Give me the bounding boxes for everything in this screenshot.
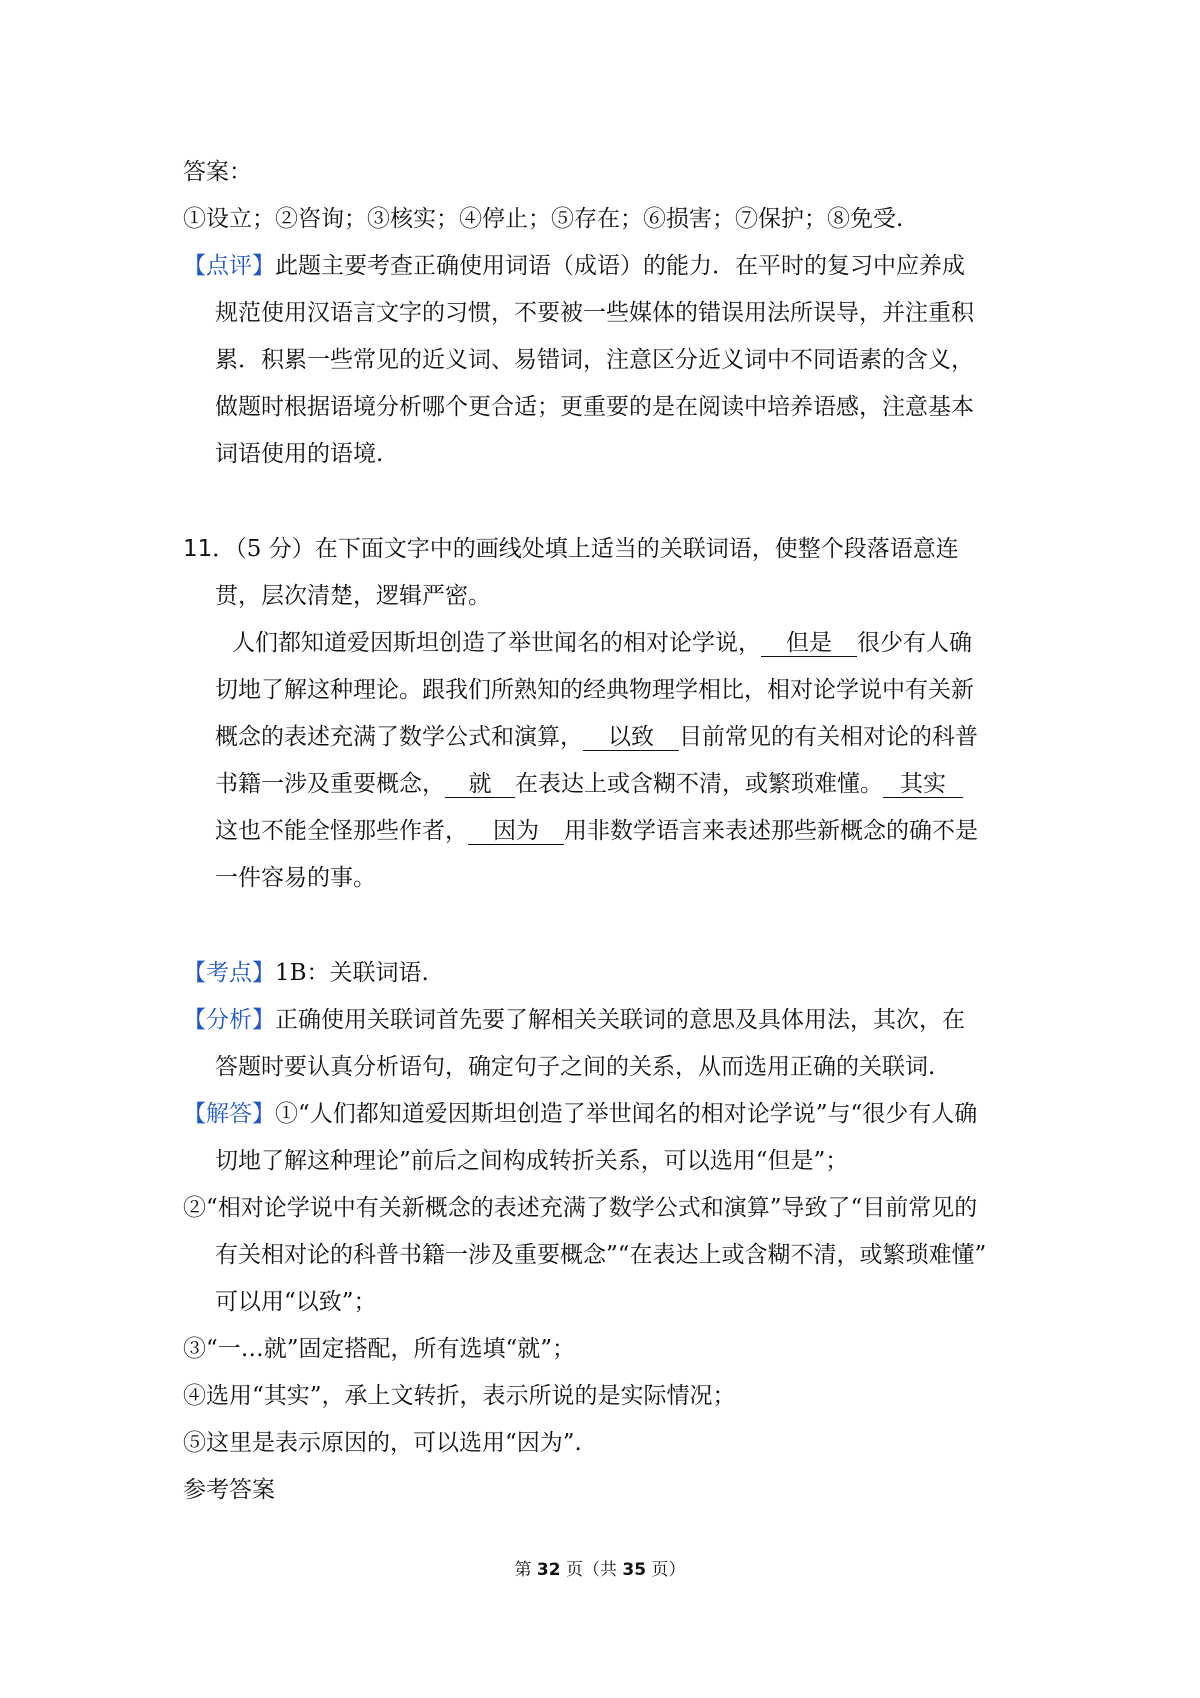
jieda-line-2: 切地了解这种理论”前后之间构成转折关系，可以选用“但是”；: [215, 1148, 849, 1174]
jieda-line-1: [183, 1099, 1200, 1129]
item-2-line-1: ②“相对论学说中有关新概念的表述充满了数学公式和演算”导致了“目前常见的: [183, 1195, 978, 1221]
page-number: 32: [536, 1560, 561, 1580]
passage-line-5: [215, 816, 1200, 846]
comment-tag: 【点评】: [183, 253, 275, 279]
question-stem-line-1: [183, 534, 1200, 564]
item-2-line-3: 可以用“以致”；: [215, 1289, 377, 1315]
answer-title: 答案：: [183, 159, 252, 185]
passage-text: 这也不能全怪那些作者，: [215, 818, 468, 844]
item-4: ④选用“其实”，承上文转折，表示所说的是实际情况；: [183, 1383, 736, 1409]
fenxi-tag: 【分析】: [183, 1007, 275, 1033]
question-number: 11．: [183, 536, 236, 562]
blank-1: 但是: [761, 630, 857, 657]
passage-text: 概念的表述充满了数学公式和演算，: [215, 724, 583, 750]
kaodian-line: [183, 958, 1200, 988]
jieda-tag: 【解答】: [183, 1101, 275, 1127]
fenxi-line-1: [183, 1005, 1200, 1035]
item-5: ⑤这里是表示原因的，可以选用“因为”.: [183, 1430, 582, 1456]
fenxi-line-2: 答题时要认真分析语句，确定句子之间的关系，从而选用正确的关联词.: [215, 1054, 936, 1080]
passage-text: 书籍一涉及重要概念，: [215, 771, 445, 797]
comment-line-2: 规范使用汉语言文字的习惯，不要被一些媒体的错误用法所误导，并注重积: [215, 300, 974, 326]
item-3: ③“一…就”固定搭配，所有选填“就”；: [183, 1336, 576, 1362]
passage-text: 目前常见的有关相对论的科普: [679, 724, 978, 750]
question-stem-text: （5 分）在下面文字中的画线处填上适当的关联词语，使整个段落语意连: [235, 536, 959, 562]
comment-line-4: 做题时根据语境分析哪个更合适；更重要的是在阅读中培养语感，注意基本: [215, 394, 974, 420]
comment-line-1: [183, 251, 1200, 281]
passage-line-2: 切地了解这种理论。跟我们所熟知的经典物理学相比，相对论学说中有关新: [215, 677, 974, 703]
footer-suffix: 页）: [646, 1560, 686, 1580]
answer-list: ①设立；②咨询；③核实；④停止；⑤存在；⑥损害；⑦保护；⑧免受.: [183, 206, 904, 232]
comment-line-3: 累．积累一些常见的近义词、易错词，注意区分近义词中不同语素的含义，: [215, 347, 974, 373]
passage-line-1: [232, 628, 1200, 658]
blank-3: 就: [445, 771, 515, 798]
footer-prefix: 第: [514, 1560, 537, 1580]
comment-line-5: 词语使用的语境.: [215, 441, 384, 467]
blank-2: 以致: [583, 724, 679, 751]
passage-line-4: [215, 769, 1200, 799]
passage-text: 在表达上或含糊不清，或繁琐难懂。: [515, 771, 883, 797]
page-footer: [0, 1555, 1200, 1580]
footer-middle: 页（共: [560, 1560, 623, 1580]
passage-text: 人们都知道爱因斯坦创造了举世闻名的相对论学说，: [232, 630, 761, 656]
reference-answer-label: 参考答案: [183, 1477, 275, 1503]
passage-text: 很少有人确: [857, 630, 972, 656]
item-2-line-2: 有关相对论的科普书籍一涉及重要概念”“在表达上或含糊不清，或繁琐难懂”: [215, 1242, 987, 1268]
kaodian-text: 1B：关联词语.: [275, 960, 429, 986]
passage-text: 用非数学语言来表述那些新概念的确不是: [564, 818, 978, 844]
fenxi-text: 正确使用关联词首先要了解相关关联词的意思及具体用法，其次，在: [275, 1007, 965, 1033]
blank-5: 因为: [468, 818, 564, 845]
blank-4: 其实: [883, 771, 963, 798]
jieda-text: ①“人们都知道爱因斯坦创造了举世闻名的相对论学说”与“很少有人确: [275, 1101, 978, 1127]
question-stem-line-2: 贯，层次清楚，逻辑严密。: [215, 583, 491, 609]
kaodian-tag: 【考点】: [183, 960, 275, 986]
total-pages: 35: [622, 1560, 647, 1580]
comment-text: 此题主要考查正确使用词语（成语）的能力．在平时的复习中应养成: [275, 253, 965, 279]
passage-line-3: [215, 722, 1200, 752]
passage-line-6: 一件容易的事。: [215, 865, 376, 891]
